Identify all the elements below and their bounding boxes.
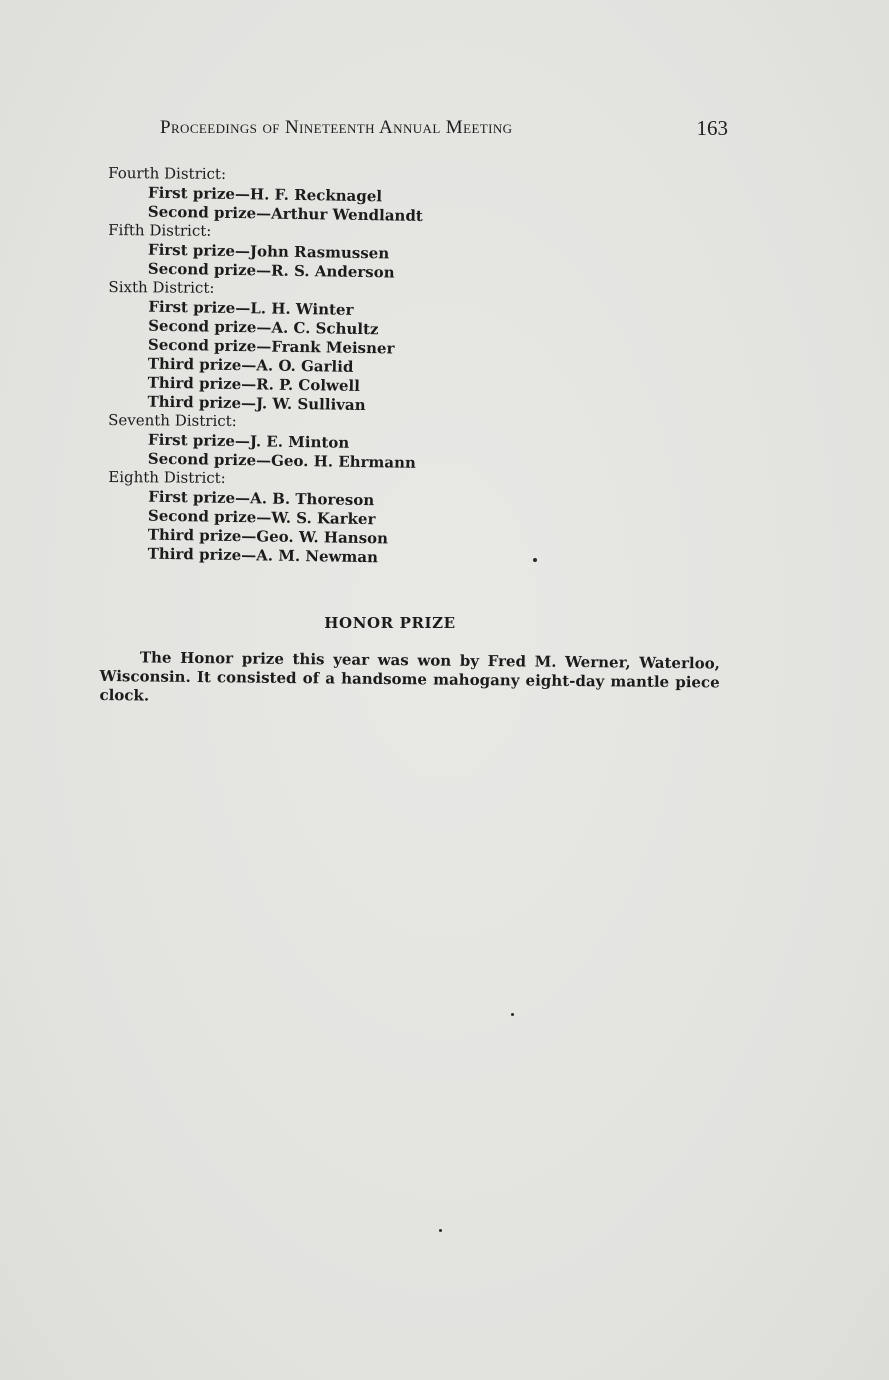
prize-entry: Third prize—J. W. Sullivan [147,392,366,415]
district-heading: Sixth District: [108,278,215,297]
prize-entry: First prize—John Rasmussen [147,240,390,263]
ink-speck [439,1229,442,1232]
district-block [108,221,524,281]
district-heading: Eighth District: [108,468,226,487]
prize-entry: First prize—J. E. Minton [147,430,350,452]
prize-entry: Second prize—Geo. H. Ehrmann [147,449,417,472]
district-heading: Fourth District: [108,164,227,183]
district-block [108,468,525,566]
prize-entry: Third prize—A. M. Newman [147,544,379,567]
prize-entry: Third prize—R. P. Colwell [147,373,361,395]
honor-prize-paragraph: The Honor prize this year was won by Fred M. Werner, Waterloo, Wisconsin. It consisted of a handsome mahogany eight-day mantle piece clock. [99,648,720,705]
prize-entry: Second prize—Frank Meisner [147,335,395,358]
district-block [107,278,524,414]
ink-speck [511,1013,514,1016]
honor-prize-heading: HONOR PRIZE [324,614,456,632]
page-number: 163 [696,116,728,140]
prize-entry: Second prize—R. S. Anderson [147,259,395,282]
prize-entry: First prize—L. H. Winter [148,297,354,319]
district-prize-list [104,164,524,567]
running-header [160,114,730,144]
prize-entry: Third prize—Geo. W. Hanson [147,525,389,548]
prize-entry: First prize—H. F. Recknagel [147,183,383,206]
prize-entry: Second prize—W. S. Karker [147,506,376,529]
prize-entry: Third prize—A. O. Garlid [147,354,354,376]
district-block [108,164,524,224]
district-heading: Fifth District: [108,221,212,240]
prize-entry: Second prize—A. C. Schultz [148,316,379,339]
district-block [108,411,524,471]
prize-entry: First prize—A. B. Thoreson [148,487,375,510]
ink-speck [533,558,537,562]
prize-entry: Second prize—Arthur Wendlandt [147,202,423,225]
running-title: Proceedings of Nineteenth Annual Meeting [160,117,513,138]
district-heading: Seventh District: [108,411,237,431]
